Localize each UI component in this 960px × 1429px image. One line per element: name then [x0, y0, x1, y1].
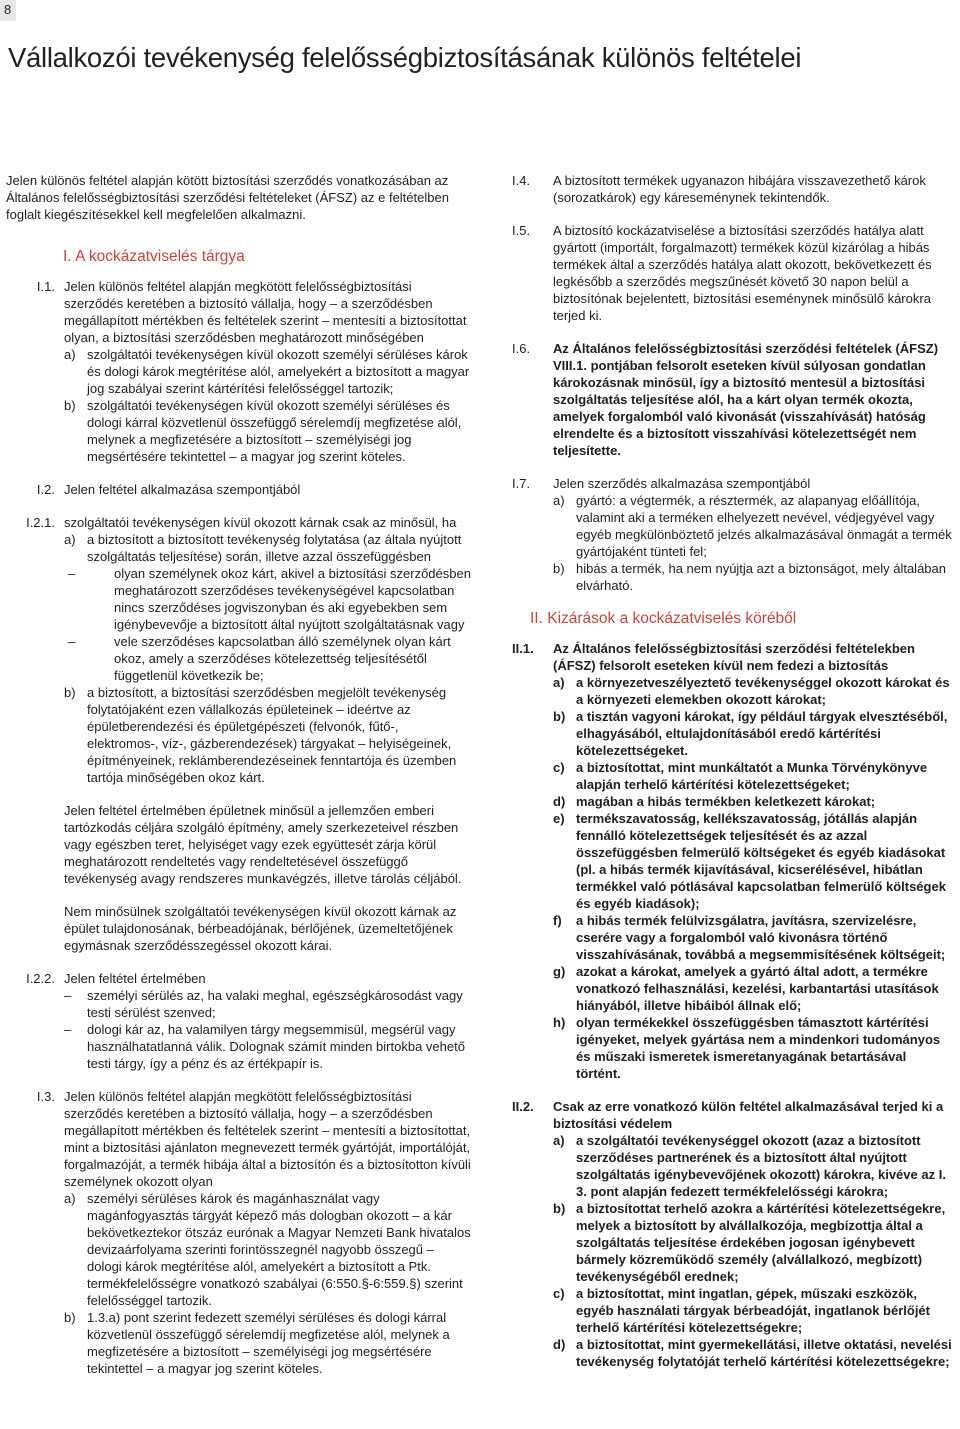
clause-I-3	[6, 1088, 472, 1377]
clause-number: I.1.	[36, 279, 55, 294]
clause-number: II.1.	[512, 641, 534, 656]
list-item	[553, 912, 954, 963]
dash-mark: –	[68, 566, 76, 581]
list-item	[553, 708, 954, 759]
list-label: b)	[64, 1310, 76, 1325]
list-text: gyártó: a végtermék, a résztermék, az alapanyag előállítója, valamint aki a terméken elhelyezett nevével, védjegyével vagy egyéb megkülönböztető jelzés alkalmazásával önmagát a termék gyártójaként tünteti fel;	[576, 493, 952, 559]
dash-text: vele szerződéses kapcsolatban álló személynek olyan kárt okoz, amely a szerződéses kötelezettség teljesítésétől függetlenül következik be;	[114, 634, 451, 683]
clause-number: I.4.	[512, 173, 531, 188]
list-label: a)	[553, 675, 565, 690]
list-text: a biztosítottat, mint gyermekellátási, illetve oktatási, nevelési tevékenység folytatóját terhelő kártérítési kötelezettségekre;	[576, 1337, 952, 1369]
dash-text: olyan személynek okoz kárt, akivel a biztosítási szerződésben meghatározott szerződéses tevékenységével kapcsolatban nincs szerződéses jogviszonyban és aki egyebekben sem igénybevevője a biztosított által nyújtott szolgáltatásnak vagy	[114, 566, 471, 632]
list-label: b)	[64, 398, 76, 413]
list-text: a biztosítottat terhelő azokra a kártérítési kötelezettségekre, melyek a biztosított by alvállalkozója, megbízottja által a szolgáltatás teljesítése érdekében jogosan igénybevett bármely közreműködő személy (alvállalkozó, megbízott) tevékenységéből erednek;	[576, 1201, 946, 1284]
list-item	[64, 1190, 472, 1309]
list-text: olyan termékekkel összefüggésben támasztott kártérítési igényeket, melyek gyártása nem a mindenkori tudományos és műszaki ismeretek ismeretanyagának betartásával történt.	[576, 1015, 941, 1081]
paragraph: Jelen feltétel értelmében épületnek minősül a jellemzően emberi tartózkodás céljára szolgáló építmény, amely szerkezeteivel részben vagy egészben teret, helyiséget vagy ezek együttesét zárja körül meghatározott rendeltetés vagy rendeltetésével összefüggő tevékenység avagy rendszeres munkavégzés, illetve tárolás céljából.	[64, 803, 462, 886]
clause-number: I.7.	[512, 476, 531, 491]
clause-I-2-1	[6, 514, 472, 954]
clause-I-2	[6, 481, 472, 498]
list-label: a)	[553, 1133, 565, 1148]
list-text: a szolgáltatói tevékenységgel okozott (azaz a biztosított szerződéses partnerének és a biztosított által nyújtott szolgáltatás igénybevevőjének okozott) károkra, kivéve az I. 3. pont alapján fedezett termékfelelősségi károkra;	[576, 1133, 946, 1199]
clause-number: I.2.2.	[26, 971, 55, 986]
dash-item	[64, 633, 472, 684]
clause-number: I.6.	[512, 341, 531, 356]
list-label: d)	[553, 1337, 566, 1352]
list-text: a tisztán vagyoni károkat, így például tárgyak elvesztéséből, elhagyásából, eltulajdonításából eredő kártérítési kötelezettségeket.	[576, 709, 948, 758]
list-item	[64, 397, 472, 465]
list-item	[553, 793, 954, 810]
section-heading-2: II. Kizárások a kockázatviselés köréből	[530, 610, 797, 627]
list-label: g)	[553, 964, 566, 979]
list-text: a hibás termék felülvizsgálatra, javításra, szervizelésre, cserére vagy a forgalomból való kivonásra történő visszahívásának, továbbá a megsemmisítésének költségeit;	[576, 913, 946, 962]
clause-number: I.3.	[36, 1089, 55, 1104]
list-item	[64, 684, 472, 786]
dash-mark: –	[68, 634, 76, 649]
clause-text: Jelen különös feltétel alapján megkötött felelősségbiztosítási szerződés keretében a biztosító vállalja, hogy – a szerződésben megállapított mértékben és feltételek szerint – mentesíti a biztosítottat olyan, a biztosítási szerződésben meghatározott minőségében	[64, 279, 467, 345]
list-label: a)	[553, 493, 565, 508]
list-label: a)	[64, 347, 76, 362]
clause-text: Jelen feltétel értelmében	[64, 971, 206, 986]
list-item	[64, 531, 472, 565]
intro-paragraph: Jelen különös feltétel alapján kötött biztosítási szerződés vonatkozásában az Általános felelősségbiztosítási szerződési feltételeket (ÁFSZ) az e feltételben foglalt kiegészítésekkel kell megfelelően alkalmazni.	[6, 173, 449, 222]
list-text: a biztosított, a biztosítási szerződésben megjelölt tevékenység folytatójaként ezen vállalkozás épületeinek – ideértve az épületberendezési és épületgépészeti (felvonók, fűtő-, elektromos-, víz-, gázberendezések) tárgyakat – helyiségeinek, építményeinek, reklámberendezéseinek fenntartója és üzemben tartója minőségében okoz kárt.	[87, 685, 457, 785]
clause-I-1	[6, 278, 472, 465]
list-text: szolgáltatói tevékenységen kívül okozott személyi sérüléses és dologi kárral közvetlenül összefüggő sérelemdíj megfizetése alól, melynek a megfizetésére a biztosított – személyiségi jog megsértésére tekintettel – a magyar jog szerint köteles.	[87, 398, 462, 464]
list-item	[64, 1309, 472, 1377]
clause-text: A biztosító kockázatviselése a biztosítási szerződés hatálya alatt gyártott (importált, forgalmazott) termékek közül kizárólag a hibás termékek által a szerződés hatálya alatt okozott, bekövetkezett és legkésőbb a szerződés megszűnését követő 30 napon belül a biztosítónak bejelentett, biztosítási eseménynek minősülő károkra terjed ki.	[553, 223, 932, 323]
list-label: f)	[553, 913, 562, 928]
dash-item	[64, 987, 472, 1021]
clause-text: Csak az erre vonatkozó külön feltétel alkalmazásával terjed ki a biztosítási védelem	[553, 1099, 944, 1131]
list-text: a biztosított a biztosított tevékenység folytatása (az általa nyújtott szolgáltatás teljesítése) során, illetve azzal összefüggésben	[87, 532, 462, 564]
list-text: a környezetveszélyeztető tevékenységgel okozott károkat és a környezeti elemekben okozott károkat;	[576, 675, 950, 707]
list-item	[553, 1200, 954, 1285]
list-label: b)	[553, 561, 565, 576]
list-text: a biztosítottat, mint ingatlan, gépek, műszaki eszközök, egyéb használati tárgyak bérbeadóját, ingatlanok bérlőjét terhelő kártérítési kötelezettségekre;	[576, 1286, 930, 1335]
clause-text: A biztosított termékek ugyanazon hibájára visszavezethető károk (sorozatkárok) egy káreseménynek tekintendők.	[553, 173, 926, 205]
clause-number: I.2.	[36, 482, 55, 497]
list-text: személyi sérüléses károk és magánhasználat vagy magánfogyasztás tárgyát képező más dologban okozott – a kár bekövetkeztekor ötszáz eurónak a Magyar Nemzeti Bank hivatalos devizaárfolyama szerinti forintösszegnél nagyobb összegű – dologi károk megtérítése alól, amelyekért a biztosított a Ptk. termékfelelősségre vonatkozó szabályai (6:550.§-6:559.§) szerint felelősséggel tartozik.	[87, 1191, 471, 1308]
clause-number: II.2.	[512, 1099, 534, 1114]
list-item	[553, 1285, 954, 1336]
clause-text: szolgáltatói tevékenységen kívül okozott kárnak csak az minősül, ha	[64, 515, 457, 530]
dash-text: személyi sérülés az, ha valaki meghal, egészségkárosodást vagy testi sérülést szenved;	[87, 988, 463, 1020]
clause-II-2	[512, 1098, 954, 1370]
list-text: szolgáltatói tevékenységen kívül okozott személyi sérüléses károk és dologi károk megtérítése alól, amelyekért a biztosított a magyar jog szabályai szerint kártérítési felelősséggel tartozik;	[87, 347, 470, 396]
clause-I-2-2	[6, 970, 472, 1072]
list-item	[553, 1132, 954, 1200]
page-number: 8	[4, 2, 12, 17]
clause-I-7	[512, 475, 954, 594]
clause-text: Jelen különös feltétel alapján megkötött felelősségbiztosítási szerződés keretében a biztosító vállalja, hogy – a szerződésben megállapított mértékben és feltételek szerint – mentesíti a biztosítottat, mint a biztosítási ajánlaton megnevezett termék gyártóját, importálóját, forgalmazóját, a termék hibája által a biztosítón és a biztosítotton kívüli személynek okozott olyan	[64, 1089, 471, 1189]
list-item	[553, 1014, 954, 1082]
list-label: b)	[553, 709, 566, 724]
list-item	[553, 674, 954, 708]
clause-number: I.2.1.	[26, 515, 55, 530]
list-label: e)	[553, 811, 565, 826]
list-text: termékszavatosság, kellékszavatosság, jótállás alapján fennálló kötelezettségek teljesítését és az azzal összefüggésben felmerülő költségeket és egyéb kiadásokat (pl. a hibás termék kijavításával, kicserélésével, hibátlan termékkel való pótlásával kapcsolatban felmerülő költségek és egyéb kiadások);	[576, 811, 946, 911]
list-item	[553, 560, 954, 594]
list-text: 1.3.a) pont szerint fedezett személyi sérüléses és dologi kárral közvetlenül összefüggő sérelemdíj megfizetése alól, melynek a megfizetésére a biztosított – személyiségi jog megsértésére tekintettel – a magyar jog szerint köteles.	[87, 1310, 450, 1376]
clause-text: Az Általános felelősségbiztosítási szerződési feltételek (ÁFSZ) VIII.1. pontjában felsorolt eseteken kívül súlyosan gondatlan károkozásnak minősül, így a biztosító mentesül a biztosítási szolgáltatás teljesítése alól, ha a kárt olyan termék okozta, amelyek forgalomból való kivonását (visszahívását) hatóság elrendelte és a biztosított visszahívási kötelezettségét nem teljesítette.	[553, 341, 939, 458]
list-item	[553, 759, 954, 793]
dash-item	[64, 1021, 472, 1072]
clause-text: Jelen szerződés alkalmazása szempontjából	[553, 476, 811, 491]
clause-II-1	[512, 640, 954, 1082]
list-text: magában a hibás termékben keletkezett károkat;	[576, 794, 876, 809]
list-label: c)	[553, 1286, 565, 1301]
list-item	[553, 810, 954, 912]
list-text: a biztosítottat, mint munkáltatót a Munka Törvénykönyve alapján terhelő kártérítési kötelezettségeket;	[576, 760, 928, 792]
list-text: hibás a termék, ha nem nyújtja azt a biztonságot, mely általában elvárható.	[576, 561, 946, 593]
list-label: c)	[553, 760, 565, 775]
clause-I-6	[512, 340, 954, 459]
right-column	[512, 172, 954, 1386]
page-number-tab	[0, 0, 16, 21]
paragraph: Nem minősülnek szolgáltatói tevékenységen kívül okozott kárnak az épület tulajdonosának, bérbeadójának, bérlőjének, üzemeltetőjének egymásnak szerződésszegéssel okozott kárai.	[64, 904, 457, 953]
list-label: a)	[64, 1191, 76, 1206]
clause-text: Az Általános felelősségbiztosítási szerződési feltételekben (ÁFSZ) felsorolt eseteken kívül nem fedezi a biztosítás	[553, 641, 915, 673]
list-label: b)	[64, 685, 76, 700]
list-label: a)	[64, 532, 76, 547]
list-item	[64, 346, 472, 397]
dash-item	[64, 565, 472, 633]
clause-I-4	[512, 172, 954, 206]
section-heading-1: I. A kockázatviselés tárgya	[63, 248, 245, 265]
list-label: h)	[553, 1015, 566, 1030]
clause-text: Jelen feltétel alkalmazása szempontjából	[64, 482, 301, 497]
dash-mark: –	[64, 988, 72, 1003]
list-label: b)	[553, 1201, 566, 1216]
list-item	[553, 1336, 954, 1370]
left-column	[6, 172, 472, 1393]
list-label: d)	[553, 794, 566, 809]
list-item	[553, 492, 954, 560]
list-text: azokat a károkat, amelyek a gyártó által adott, a termékre vonatkozó felhasználási, kezelési, karbantartási utasítások hiányából, illetve hibáiból állnak elő;	[576, 964, 939, 1013]
clause-number: I.5.	[512, 223, 531, 238]
clause-I-5	[512, 222, 954, 324]
dash-mark: –	[64, 1022, 72, 1037]
page-title: Vállalkozói tevékenység felelősségbiztosításának különös feltételei	[8, 42, 802, 73]
dash-text: dologi kár az, ha valamilyen tárgy megsemmisül, megsérül vagy használhatatlanná válik. Dolognak számít minden birtokba vehető testi tárgy, így a pénz és az értékpapír is.	[87, 1022, 465, 1071]
list-item	[553, 963, 954, 1014]
